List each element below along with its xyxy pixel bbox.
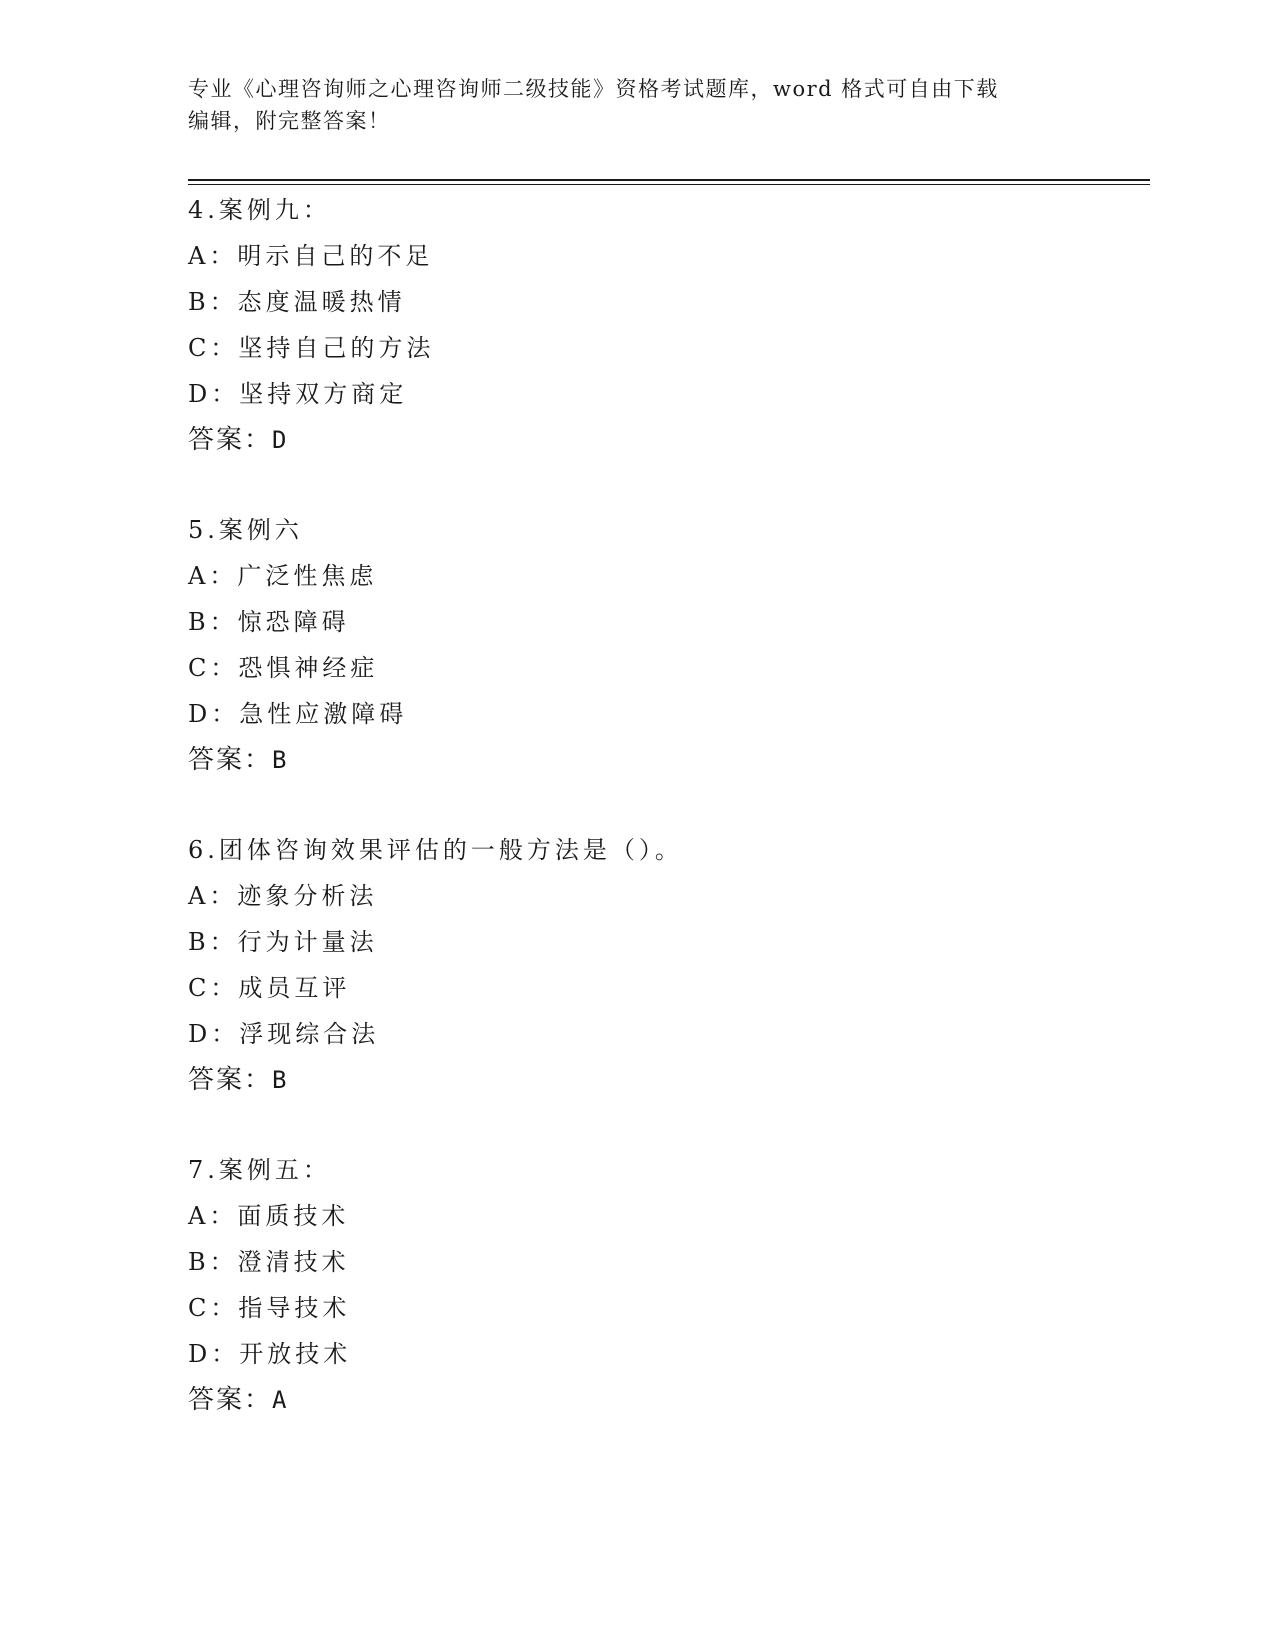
option-d: D：开放技术 — [188, 1340, 352, 1368]
header-divider-thick — [188, 179, 1150, 181]
option-b: B：行为计量法 — [188, 928, 378, 956]
option-b: B：态度温暖热情 — [188, 288, 406, 316]
document-header — [188, 73, 1088, 137]
option-d: D：急性应激障碍 — [188, 700, 408, 728]
option-b: B：澄清技术 — [188, 1248, 350, 1276]
question-5 — [188, 507, 1088, 783]
option-a: A：明示自己的不足 — [188, 242, 434, 270]
answer-label: 答案： — [188, 745, 273, 775]
question-stem: 4.案例九： — [188, 196, 331, 224]
option-c: C：指导技术 — [188, 1294, 351, 1322]
answer-value: D — [272, 426, 289, 454]
option-c: C：恐惧神经症 — [188, 654, 379, 682]
answer-label: 答案： — [188, 1385, 273, 1415]
option-d: D：浮现综合法 — [188, 1020, 380, 1048]
question-stem: 5.案例六 — [188, 516, 303, 544]
question-4 — [188, 187, 1088, 463]
option-c: C：成员互评 — [188, 974, 351, 1002]
answer-value: B — [272, 1066, 289, 1094]
option-a: A：面质技术 — [188, 1202, 350, 1230]
option-a: A：迹象分析法 — [188, 882, 378, 910]
header-line-2: 编辑，附完整答案！ — [188, 109, 391, 133]
question-stem: 7.案例五： — [188, 1156, 331, 1184]
answer-value: A — [272, 1386, 289, 1414]
option-d: D：坚持双方商定 — [188, 380, 408, 408]
answer — [188, 417, 1088, 463]
question-7 — [188, 1147, 1088, 1423]
option-c: C：坚持自己的方法 — [188, 334, 435, 362]
question-6 — [188, 827, 1088, 1103]
header-line-1: 专业《心理咨询师之心理咨询师二级技能》资格考试题库，word 格式可自由下载 — [188, 77, 999, 101]
answer-label: 答案： — [188, 1065, 273, 1095]
question-stem: 6.团体咨询效果评估的一般方法是（）。 — [188, 836, 683, 864]
option-a: A：广泛性焦虑 — [188, 562, 378, 590]
answer-label: 答案： — [188, 425, 273, 455]
answer-value: B — [272, 746, 289, 774]
answer — [188, 737, 1088, 783]
answer — [188, 1057, 1088, 1103]
option-b: B：惊恐障碍 — [188, 608, 350, 636]
header-divider-thin — [188, 184, 1150, 185]
answer — [188, 1377, 1088, 1423]
